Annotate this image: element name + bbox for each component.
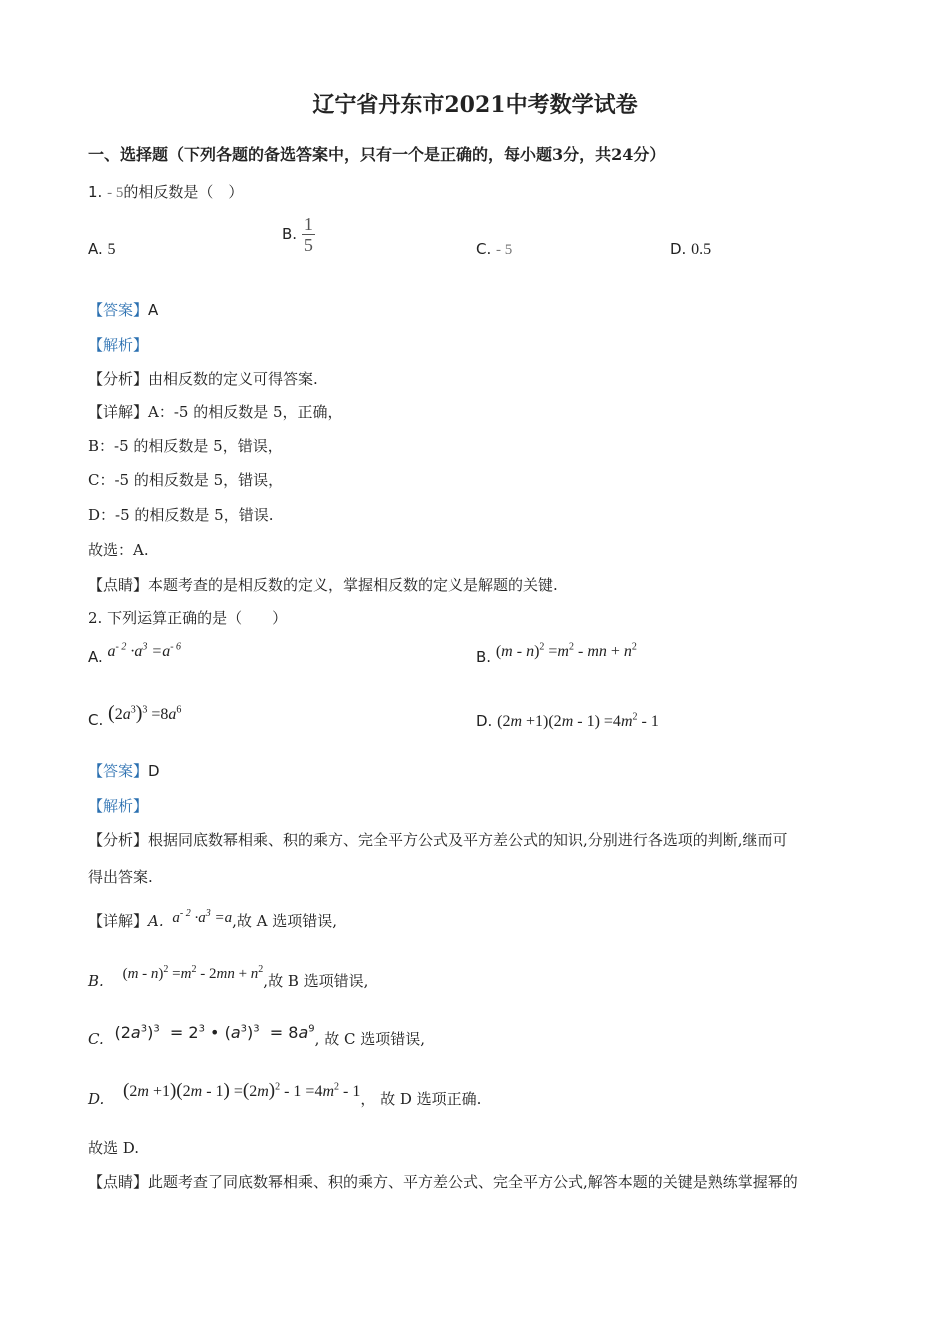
q2-choose-line: 故选 D. bbox=[88, 1139, 140, 1157]
option-label: D. bbox=[88, 1090, 105, 1108]
option-a bbox=[88, 240, 116, 259]
analysis-text: 【分析】由相反数的定义可得答案. bbox=[88, 370, 318, 388]
q2-option-b bbox=[476, 641, 637, 667]
math-expression: $a^{- 2} \cdot a^3 =a^{- 6}$ bbox=[107, 641, 182, 660]
section-heading: 一、选择题（下列各题的备选答案中，只有一个是正确的，每小题3分，共24分） bbox=[88, 145, 666, 164]
option-value: - 5 bbox=[496, 242, 513, 258]
q2-detail-c bbox=[88, 1023, 425, 1049]
option-label: B. bbox=[88, 972, 104, 990]
answer-tag: 【答案】 bbox=[88, 762, 149, 780]
fraction-numerator: 1 bbox=[303, 214, 313, 234]
answer-tag: 【答案】 bbox=[88, 301, 149, 319]
option-label: D. bbox=[670, 240, 687, 258]
option-label: D. bbox=[476, 712, 493, 730]
math-expression: $(2m +1)(2m - 1) =4m^2 - 1$ bbox=[497, 711, 659, 730]
q2-option-a bbox=[88, 641, 182, 667]
math-expression: $(m - n)^2 =m^2 - 2mn + n^2$ bbox=[122, 964, 264, 982]
option-value: 5 bbox=[107, 241, 116, 258]
math-expression: $(m - n)^2 =m^2$ - mn + $n^2$ bbox=[495, 641, 637, 660]
detail-b: B：-5 的相反数是 5，错误， bbox=[88, 437, 283, 455]
math-expression: $(2m +1)(2m - 1) =(2m)^2 - 1 =4m^2 - 1$ bbox=[123, 1080, 361, 1101]
detail-text: ,故 B 选项错误, bbox=[263, 972, 369, 990]
option-d bbox=[670, 240, 711, 259]
math-expression: $(2a^3)^3 =8a^6$ bbox=[108, 702, 182, 724]
option-label: B. bbox=[476, 648, 492, 666]
page-title: 辽宁省丹东市2021中考数学试卷 bbox=[312, 92, 638, 118]
question-number: 1. bbox=[88, 183, 103, 201]
option-label: A. bbox=[88, 240, 103, 258]
q2-detail-d bbox=[88, 1080, 482, 1110]
option-label: C. bbox=[88, 711, 104, 729]
q2-detail-b bbox=[88, 964, 369, 991]
math-expression: - 5 bbox=[107, 185, 124, 201]
q2-analysis-line-2: 得出答案. bbox=[88, 868, 153, 886]
q2-option-c bbox=[88, 702, 182, 731]
q2-analysis-line-1: 【分析】根据同底数幂相乘、积的乘方、完全平方公式及平方差公式的知识,分别进行各选项的判断,继而可 bbox=[88, 831, 788, 849]
q2-analysis-tag: 【解析】 bbox=[88, 797, 149, 815]
detail-c: C：-5 的相反数是 5，错误， bbox=[88, 471, 284, 489]
comment-line: 【点睛】本题考查的是相反数的定义，掌握相反数的定义是解题的关键. bbox=[88, 576, 558, 594]
detail-d: D：-5 的相反数是 5，错误. bbox=[88, 506, 274, 524]
option-label: A. bbox=[148, 912, 164, 930]
question-1-stem bbox=[88, 181, 243, 202]
q2-option-d bbox=[476, 712, 659, 731]
answer-value: D bbox=[148, 762, 160, 780]
question-text: 的相反数是（ ） bbox=[123, 183, 244, 201]
detail-a: 【详解】A：-5 的相反数是 5，正确， bbox=[88, 403, 343, 421]
option-label: C. bbox=[88, 1030, 104, 1048]
math-expression: $a^{- 2} \cdot a^3 =a$ bbox=[172, 908, 233, 926]
option-label: B. bbox=[282, 224, 298, 243]
answer-value: A bbox=[148, 301, 159, 319]
fraction-denominator: 5 bbox=[303, 235, 313, 255]
answer-line bbox=[88, 299, 158, 320]
detail-text: ， 故 D 选项正确. bbox=[360, 1090, 482, 1108]
option-b bbox=[282, 214, 315, 255]
choose-line: 故选：A. bbox=[88, 541, 149, 559]
option-label: C. bbox=[476, 240, 492, 258]
q2-detail-a bbox=[88, 910, 337, 931]
math-expression: $(2a^3)^3 = 2^3$ • $(a^3)^3 = 8a^9$ bbox=[114, 1023, 315, 1042]
option-c bbox=[476, 240, 512, 259]
detail-tag: 【详解】 bbox=[88, 912, 149, 930]
option-value: 0.5 bbox=[691, 241, 712, 258]
question-2-stem: 2. 下列运算正确的是（ ） bbox=[88, 609, 288, 627]
q2-answer-line bbox=[88, 760, 160, 781]
option-label: A. bbox=[88, 648, 103, 666]
q2-comment-line: 【点睛】此题考查了同底数幂相乘、积的乘方、平方差公式、完全平方公式,解答本题的关键是熟练掌握幂的 bbox=[88, 1173, 798, 1191]
analysis-tag: 【解析】 bbox=[88, 336, 149, 354]
detail-text: , 故 C 选项错误, bbox=[314, 1030, 425, 1048]
fraction bbox=[302, 214, 315, 255]
detail-text: ,故 A 选项错误, bbox=[232, 912, 338, 930]
